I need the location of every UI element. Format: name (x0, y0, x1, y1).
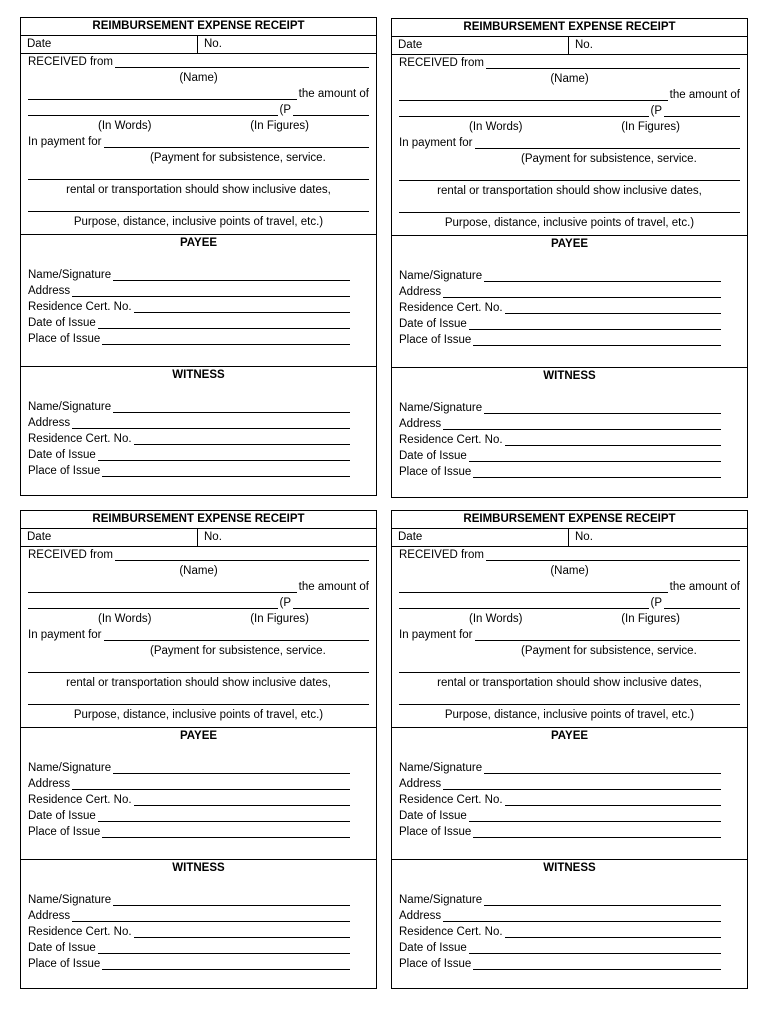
witness-field-label: Name/Signature (399, 894, 483, 906)
amount-of-label: the amount of (669, 581, 740, 593)
payee-section (392, 236, 747, 368)
payment-hint: (Payment for subsistence, service. (150, 152, 326, 164)
date-label: Date (27, 531, 52, 543)
witness-field-blank[interactable] (102, 958, 350, 970)
payee-field-row (28, 299, 350, 315)
amount-figures-line (28, 102, 369, 118)
witness-section (392, 368, 747, 499)
payee-field-label: Address (399, 778, 442, 790)
payee-field-label: Place of Issue (399, 826, 472, 838)
payment-details-blank-2[interactable] (399, 693, 740, 705)
payee-field-blank[interactable] (98, 810, 350, 822)
name-hint-line (399, 71, 740, 87)
amount-words-blank-2[interactable] (399, 105, 649, 117)
receipt-title: REIMBURSEMENT EXPENSE RECEIPT (21, 18, 376, 36)
payee-field-blank[interactable] (505, 794, 721, 806)
payment-details-blank-1[interactable] (399, 169, 740, 181)
amount-words-blank-2[interactable] (28, 104, 278, 116)
in-words-hint: (In Words) (98, 613, 152, 625)
payee-field-label: Date of Issue (399, 810, 467, 822)
witness-field-row (28, 924, 350, 940)
received-section (21, 54, 376, 235)
payee-field-row (28, 792, 350, 808)
payee-field-label: Residence Cert. No. (399, 302, 503, 314)
payee-field-row (28, 267, 350, 283)
received-from-blank[interactable] (486, 549, 740, 561)
payment-blank-line-1 (399, 167, 740, 183)
payee-field-row (399, 332, 721, 348)
witness-field-blank[interactable] (443, 418, 721, 430)
witness-field-blank[interactable] (72, 417, 350, 429)
payee-field-row (28, 331, 350, 347)
witness-field-blank[interactable] (484, 894, 721, 906)
number-field[interactable] (569, 37, 593, 54)
witness-field-label: Name/Signature (28, 401, 112, 413)
payment-for-blank[interactable] (475, 137, 740, 149)
payee-field-row (399, 776, 721, 792)
payee-field-row (399, 284, 721, 300)
witness-field-blank[interactable] (102, 465, 350, 477)
payee-field-label: Date of Issue (28, 810, 96, 822)
payee-title: PAYEE (179, 730, 218, 742)
witness-field-row (28, 431, 350, 447)
witness-field-blank[interactable] (72, 910, 350, 922)
payment-details-blank-1[interactable] (28, 168, 369, 180)
amount-words-blank-1[interactable] (399, 581, 668, 593)
name-hint: (Name) (179, 565, 218, 577)
payee-field-row (399, 316, 721, 332)
received-from-label: RECEIVED from (28, 549, 113, 561)
witness-field-blank[interactable] (469, 942, 721, 954)
receipt-form-3 (20, 510, 377, 989)
witness-field-label: Name/Signature (399, 402, 483, 414)
payee-field-label: Date of Issue (28, 317, 96, 329)
in-words-hint: (In Words) (469, 121, 523, 133)
payee-field-row (399, 824, 721, 840)
payee-field-row (399, 300, 721, 316)
date-row (21, 36, 376, 54)
payee-field-blank[interactable] (473, 334, 721, 346)
payment-blank-line-1 (399, 659, 740, 675)
witness-field-label: Residence Cert. No. (399, 926, 503, 938)
amount-line (28, 86, 369, 102)
witness-field-row (399, 448, 721, 464)
payee-field-blank[interactable] (484, 762, 721, 774)
received-section (392, 55, 747, 236)
amount-figures-blank[interactable] (664, 105, 740, 117)
payment-details-blank-1[interactable] (28, 661, 369, 673)
payee-field-blank[interactable] (113, 269, 350, 281)
witness-title: WITNESS (172, 862, 225, 874)
witness-field-row (28, 892, 350, 908)
receipt-title: REIMBURSEMENT EXPENSE RECEIPT (392, 511, 747, 529)
rental-hint: rental or transportation should show inclusive dates, (437, 185, 702, 197)
payee-field-row (399, 760, 721, 776)
payee-field-row (28, 283, 350, 299)
received-from-line (28, 547, 369, 563)
amount-figures-line (28, 595, 369, 611)
received-section (21, 547, 376, 728)
payee-field-blank[interactable] (134, 301, 350, 313)
witness-field-row (399, 924, 721, 940)
payment-details-blank-2[interactable] (28, 693, 369, 705)
witness-field-label: Date of Issue (399, 450, 467, 462)
witness-field-label: Date of Issue (28, 942, 96, 954)
payment-for-line (28, 134, 369, 150)
witness-title: WITNESS (543, 862, 596, 874)
witness-field-row (28, 956, 350, 972)
payment-blank-line-2 (28, 198, 369, 214)
date-label: Date (398, 531, 423, 543)
in-figures-hint: (In Figures) (621, 121, 680, 133)
witness-field-row (399, 956, 721, 972)
witness-field-blank[interactable] (98, 449, 350, 461)
amount-figures-line (399, 595, 740, 611)
payment-for-label: In payment for (399, 629, 473, 641)
witness-title: WITNESS (543, 370, 596, 382)
payment-for-line (28, 627, 369, 643)
date-label: Date (27, 38, 52, 50)
witness-field-row (399, 464, 721, 480)
received-from-blank[interactable] (486, 57, 740, 69)
witness-fields (28, 399, 369, 479)
received-from-line (28, 54, 369, 70)
payee-section (392, 728, 747, 860)
amount-figures-blank[interactable] (664, 597, 740, 609)
witness-field-row (28, 940, 350, 956)
purpose-hint: Purpose, distance, inclusive points of travel, etc.) (444, 217, 695, 229)
witness-field-blank[interactable] (473, 958, 721, 970)
witness-field-blank[interactable] (505, 434, 721, 446)
witness-field-row (28, 908, 350, 924)
witness-field-row (399, 908, 721, 924)
date-field[interactable] (392, 529, 569, 546)
payee-fields (399, 268, 740, 348)
witness-field-row (399, 432, 721, 448)
witness-field-label: Address (28, 417, 71, 429)
payee-field-label: Name/Signature (28, 762, 112, 774)
payee-field-blank[interactable] (443, 286, 721, 298)
amount-hints-line (399, 119, 740, 135)
receipt-title: REIMBURSEMENT EXPENSE RECEIPT (392, 19, 747, 37)
purpose-hint: Purpose, distance, inclusive points of travel, etc.) (73, 709, 324, 721)
rental-hint: rental or transportation should show inclusive dates, (437, 677, 702, 689)
in-figures-hint: (In Figures) (250, 120, 309, 132)
witness-field-blank[interactable] (484, 402, 721, 414)
rental-hint-line (399, 675, 740, 691)
number-label: No. (204, 38, 222, 50)
payee-field-label: Residence Cert. No. (28, 794, 132, 806)
witness-field-row (28, 415, 350, 431)
payee-field-label: Place of Issue (28, 333, 101, 345)
payee-field-row (399, 792, 721, 808)
payee-field-label: Address (399, 286, 442, 298)
payment-hint-line (399, 151, 740, 167)
witness-fields (399, 400, 740, 480)
received-from-blank[interactable] (115, 56, 369, 68)
rental-hint-line (28, 675, 369, 691)
payee-field-blank[interactable] (134, 794, 350, 806)
payee-field-blank[interactable] (505, 302, 721, 314)
witness-field-blank[interactable] (443, 910, 721, 922)
date-field[interactable] (21, 36, 198, 53)
payee-field-label: Name/Signature (399, 762, 483, 774)
name-hint-line (28, 563, 369, 579)
witness-field-row (399, 892, 721, 908)
payment-for-blank[interactable] (475, 629, 740, 641)
payee-field-label: Residence Cert. No. (399, 794, 503, 806)
witness-field-blank[interactable] (134, 433, 350, 445)
amount-figures-line (399, 103, 740, 119)
amount-figures-blank[interactable] (293, 597, 369, 609)
payee-field-label: Place of Issue (28, 826, 101, 838)
name-hint: (Name) (550, 565, 589, 577)
witness-field-label: Place of Issue (28, 958, 101, 970)
peso-label: (P (650, 105, 662, 117)
payee-field-row (28, 808, 350, 824)
payee-field-label: Date of Issue (399, 318, 467, 330)
payment-details-blank-1[interactable] (399, 661, 740, 673)
payee-field-row (28, 315, 350, 331)
payee-field-row (28, 760, 350, 776)
received-from-blank[interactable] (115, 549, 369, 561)
witness-field-label: Address (399, 418, 442, 430)
payment-for-line (399, 135, 740, 151)
in-words-hint: (In Words) (98, 120, 152, 132)
witness-field-label: Date of Issue (399, 942, 467, 954)
witness-section (21, 860, 376, 991)
rental-hint: rental or transportation should show inclusive dates, (66, 677, 331, 689)
payee-field-label: Place of Issue (399, 334, 472, 346)
amount-words-blank-1[interactable] (399, 89, 668, 101)
witness-field-blank[interactable] (113, 894, 350, 906)
payment-blank-line-1 (28, 659, 369, 675)
payee-fields (28, 760, 369, 840)
payee-fields (28, 267, 369, 347)
amount-hints-line (28, 118, 369, 134)
in-words-hint: (In Words) (469, 613, 523, 625)
witness-field-blank[interactable] (473, 466, 721, 478)
payee-field-row (399, 268, 721, 284)
witness-field-row (28, 463, 350, 479)
witness-field-row (28, 399, 350, 415)
date-label: Date (398, 39, 423, 51)
witness-field-label: Name/Signature (28, 894, 112, 906)
witness-field-blank[interactable] (505, 926, 721, 938)
peso-label: (P (650, 597, 662, 609)
receipt-form-4 (391, 510, 748, 989)
peso-label: (P (279, 104, 291, 116)
payment-hint-line (28, 643, 369, 659)
payment-blank-line-2 (399, 199, 740, 215)
amount-of-label: the amount of (669, 89, 740, 101)
payee-field-label: Address (28, 778, 71, 790)
payee-field-row (399, 808, 721, 824)
witness-field-label: Place of Issue (399, 466, 472, 478)
payment-details-blank-2[interactable] (28, 200, 369, 212)
witness-field-label: Residence Cert. No. (399, 434, 503, 446)
payment-for-label: In payment for (28, 136, 102, 148)
receipt-title: REIMBURSEMENT EXPENSE RECEIPT (21, 511, 376, 529)
receipt-form-2 (391, 18, 748, 498)
payment-blank-line-2 (399, 691, 740, 707)
in-figures-hint: (In Figures) (250, 613, 309, 625)
payee-title: PAYEE (550, 730, 589, 742)
witness-field-label: Place of Issue (28, 465, 101, 477)
receipt-form-1 (20, 17, 377, 496)
witness-field-row (28, 447, 350, 463)
name-hint-line (28, 70, 369, 86)
name-hint: (Name) (179, 72, 218, 84)
witness-field-label: Place of Issue (399, 958, 472, 970)
number-label: No. (575, 531, 593, 543)
payee-field-blank[interactable] (484, 270, 721, 282)
amount-of-label: the amount of (298, 581, 369, 593)
date-field[interactable] (21, 529, 198, 546)
received-from-label: RECEIVED from (399, 549, 484, 561)
payee-fields (399, 760, 740, 840)
witness-field-label: Address (28, 910, 71, 922)
amount-words-blank-1[interactable] (28, 88, 297, 100)
purpose-hint: Purpose, distance, inclusive points of travel, etc.) (444, 709, 695, 721)
purpose-hint-line (28, 707, 369, 723)
purpose-hint-line (28, 214, 369, 230)
received-section (392, 547, 747, 728)
witness-field-blank[interactable] (134, 926, 350, 938)
received-from-label: RECEIVED from (28, 56, 113, 68)
purpose-hint-line (399, 707, 740, 723)
witness-field-label: Residence Cert. No. (28, 926, 132, 938)
payment-hint: (Payment for subsistence, service. (150, 645, 326, 657)
payment-for-blank[interactable] (104, 136, 369, 148)
name-hint: (Name) (550, 73, 589, 85)
date-row (21, 529, 376, 547)
date-field[interactable] (392, 37, 569, 54)
witness-field-label: Date of Issue (28, 449, 96, 461)
payee-field-row (28, 824, 350, 840)
payment-hint-line (28, 150, 369, 166)
rental-hint-line (399, 183, 740, 199)
rental-hint: rental or transportation should show inclusive dates, (66, 184, 331, 196)
amount-figures-blank[interactable] (293, 104, 369, 116)
payee-field-blank[interactable] (469, 810, 721, 822)
payee-section (21, 235, 376, 367)
payee-section (21, 728, 376, 860)
witness-section (392, 860, 747, 991)
payee-field-label: Residence Cert. No. (28, 301, 132, 313)
payee-title: PAYEE (550, 238, 589, 250)
payment-hint-line (399, 643, 740, 659)
payee-field-blank[interactable] (102, 333, 350, 345)
payee-field-label: Name/Signature (399, 270, 483, 282)
witness-field-label: Residence Cert. No. (28, 433, 132, 445)
witness-fields (399, 892, 740, 972)
payment-blank-line-2 (28, 691, 369, 707)
witness-field-blank[interactable] (113, 401, 350, 413)
purpose-hint-line (399, 215, 740, 231)
payee-field-blank[interactable] (98, 317, 350, 329)
date-row (392, 529, 747, 547)
payment-for-blank[interactable] (104, 629, 369, 641)
payee-field-label: Name/Signature (28, 269, 112, 281)
payee-field-blank[interactable] (72, 285, 350, 297)
payee-field-blank[interactable] (102, 826, 350, 838)
received-from-line (399, 547, 740, 563)
payee-field-blank[interactable] (443, 778, 721, 790)
number-label: No. (575, 39, 593, 51)
witness-field-blank[interactable] (469, 450, 721, 462)
amount-hints-line (28, 611, 369, 627)
number-label: No. (204, 531, 222, 543)
payee-title: PAYEE (179, 237, 218, 249)
witness-title: WITNESS (172, 369, 225, 381)
number-field[interactable] (198, 36, 222, 53)
peso-label: (P (279, 597, 291, 609)
payment-blank-line-1 (28, 166, 369, 182)
witness-field-row (399, 400, 721, 416)
amount-words-blank-2[interactable] (399, 597, 649, 609)
rental-hint-line (28, 182, 369, 198)
in-figures-hint: (In Figures) (621, 613, 680, 625)
number-field[interactable] (198, 529, 222, 546)
witness-field-label: Address (399, 910, 442, 922)
date-row (392, 37, 747, 55)
witness-section (21, 367, 376, 498)
amount-line (399, 87, 740, 103)
payment-details-blank-2[interactable] (399, 201, 740, 213)
payee-field-label: Address (28, 285, 71, 297)
payment-hint: (Payment for subsistence, service. (521, 153, 697, 165)
amount-words-blank-1[interactable] (28, 581, 297, 593)
received-from-label: RECEIVED from (399, 57, 484, 69)
name-hint-line (399, 563, 740, 579)
amount-words-blank-2[interactable] (28, 597, 278, 609)
witness-fields (28, 892, 369, 972)
payment-for-line (399, 627, 740, 643)
payee-field-blank[interactable] (113, 762, 350, 774)
amount-of-label: the amount of (298, 88, 369, 100)
amount-line (28, 579, 369, 595)
witness-field-row (399, 940, 721, 956)
number-field[interactable] (569, 529, 593, 546)
payee-field-blank[interactable] (469, 318, 721, 330)
payment-for-label: In payment for (399, 137, 473, 149)
payee-field-blank[interactable] (473, 826, 721, 838)
witness-field-row (399, 416, 721, 432)
payee-field-blank[interactable] (72, 778, 350, 790)
amount-line (399, 579, 740, 595)
received-from-line (399, 55, 740, 71)
amount-hints-line (399, 611, 740, 627)
payee-field-row (28, 776, 350, 792)
purpose-hint: Purpose, distance, inclusive points of travel, etc.) (73, 216, 324, 228)
witness-field-blank[interactable] (98, 942, 350, 954)
payment-hint: (Payment for subsistence, service. (521, 645, 697, 657)
payment-for-label: In payment for (28, 629, 102, 641)
